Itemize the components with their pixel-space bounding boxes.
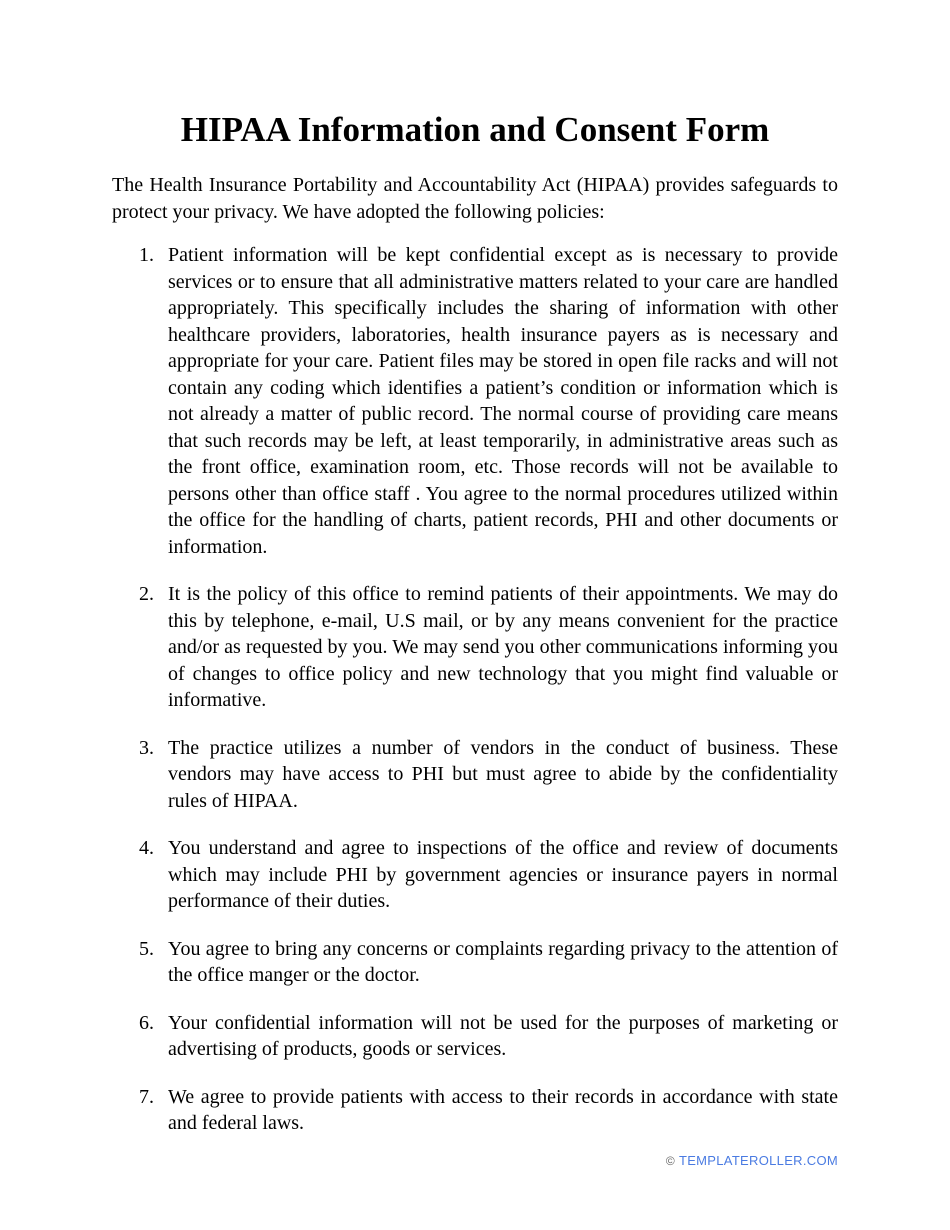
templateroller-link[interactable]: TEMPLATEROLLER.COM <box>678 1153 838 1168</box>
policy-item-7: We agree to provide patients with access to their records in accordance with state and federal laws. <box>168 1085 838 1134</box>
copyright-icon: © <box>665 1154 675 1168</box>
footer <box>666 1153 838 1169</box>
policy-item-2: It is the policy of this office to remind patients of their appointments. We may do this by telephone, e-mail, U.S mail, or by any means convenient for the practice and/or as requested by you. We may send you other communications informing you of changes to office policy and new technology that you might find valuable or informative. <box>168 583 838 711</box>
policy-item-6: Your confidential information will not be used for the purposes of marketing or advertising of products, goods or services. <box>168 1011 838 1060</box>
policy-item-3: The practice utilizes a number of vendors in the conduct of business. These vendors may have access to PHI but must agree to abide by the confidentiality rules of HIPAA. <box>168 736 838 812</box>
policy-list <box>112 242 838 1137</box>
policy-item-4: You understand and agree to inspections of the office and review of documents which may include PHI by government agencies or insurance payers in normal performance of their duties. <box>168 837 838 912</box>
intro-paragraph: The Health Insurance Portability and Accountability Act (HIPAA) provides safeguards to protect your privacy. We have adopted the following policies: <box>112 174 838 223</box>
policy-item-1: Patient information will be kept confidential except as is necessary to provide services or to ensure that all administrative matters related to your care are handled appropriately. This specifically includes the sharing of information with other healthcare providers, laboratories, health insurance payers as is necessary and appropriate for your care. Patient files may be stored in open file racks and will not contain any coding which identifies a patient’s condition or information which is not already a matter of public record. The normal course of providing care means that such records may be left, at least temporarily, in administrative areas such as the front office, examination room, etc. Those records will not be available to persons other than office staff . You agree to the normal procedures utilized within the office for the handling of charts, patient records, PHI and other documents or information. <box>168 244 838 558</box>
page-title: HIPAA Information and Consent Form <box>180 110 770 149</box>
policy-item-5: You agree to bring any concerns or complaints regarding privacy to the attention of the office manger or the doctor. <box>168 937 838 986</box>
